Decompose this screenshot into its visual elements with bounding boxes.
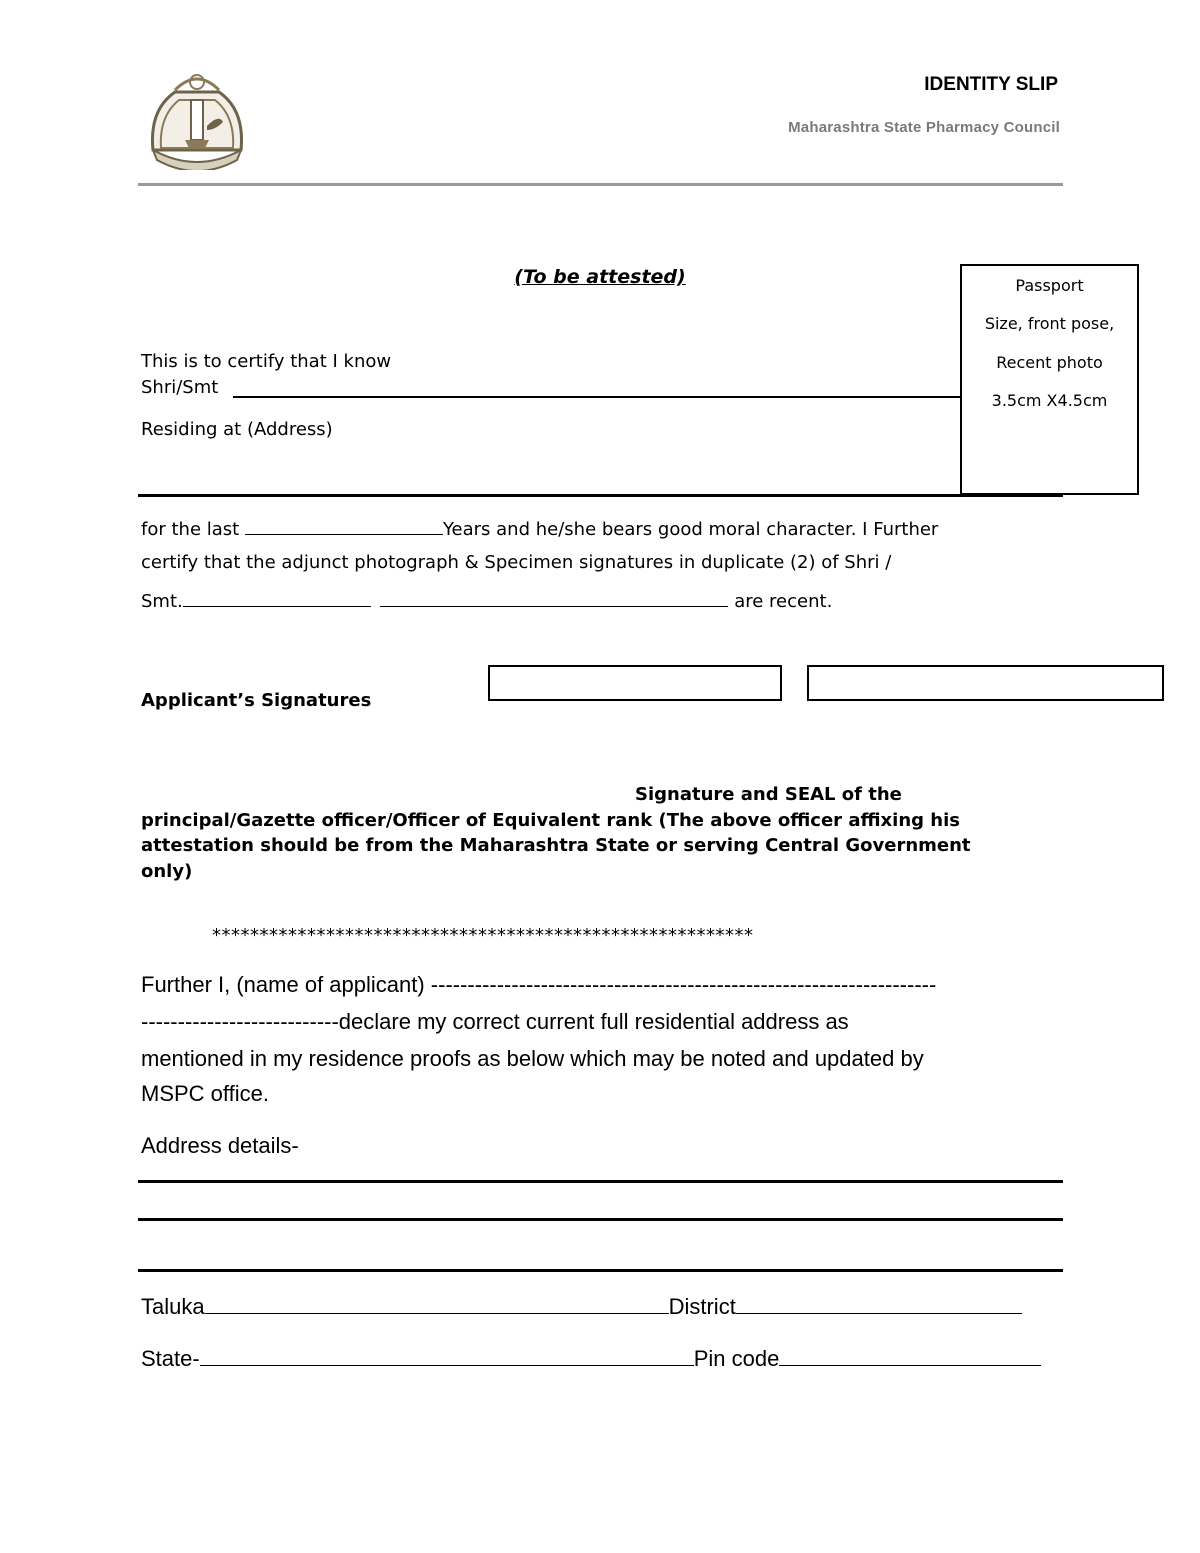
photo-box-line-1: Passport [1015, 276, 1084, 295]
organization-name: Maharashtra State Pharmacy Council [788, 119, 1060, 136]
passport-photo-box [960, 264, 1139, 495]
officer-signature-line-4: only) [141, 861, 193, 882]
address-details-line-3 [138, 1269, 1063, 1272]
district-label: District [668, 1294, 736, 1319]
office-line: MSPC office. [141, 1081, 269, 1106]
state-blank[interactable] [200, 1345, 694, 1366]
signature-box-2[interactable] [807, 665, 1164, 701]
officer-signature-line-1: Signature and SEAL of the [635, 784, 902, 805]
smt-prefix: Smt. [141, 591, 183, 612]
for-the-last-line [141, 516, 938, 540]
attested-heading: (To be attested) [514, 266, 686, 288]
photo-box-line-4: 3.5cm X4.5cm [991, 391, 1108, 410]
photo-box-line-3: Recent photo [996, 353, 1103, 372]
state-label: State- [141, 1346, 200, 1371]
address-details-label: Address details- [141, 1133, 299, 1158]
state-pin-row [141, 1345, 1041, 1372]
name-underline [233, 396, 960, 398]
taluka-blank[interactable] [205, 1293, 669, 1314]
are-recent-text: are recent. [734, 591, 833, 612]
photo-box-line-2: Size, front pose, [984, 314, 1115, 333]
council-emblem [145, 70, 250, 170]
years-blank [245, 516, 443, 535]
for-the-last-label: for the last [141, 519, 240, 540]
taluka-district-row [141, 1293, 1022, 1320]
declare-line: ---------------------------declare my correct current full residential address as [141, 1009, 849, 1034]
years-text: Years and he/she bears good moral character. I Further [442, 519, 939, 540]
officer-signature-line-3: attestation should be from the Maharashtra State or serving Central Government [141, 835, 971, 856]
address-line [138, 494, 1063, 497]
header-divider [138, 183, 1063, 186]
pin-code-label: Pin code [693, 1346, 780, 1371]
smt-line [141, 588, 832, 612]
asterisk-separator: ********************************************************* [212, 925, 754, 946]
certify-photo-line: certify that the adjunct photograph & Specimen signatures in duplicate (2) of Shri / [141, 552, 892, 573]
residing-at-label: Residing at (Address) [141, 419, 333, 440]
officer-signature-line-2: principal/Gazette officer/Officer of Equivalent rank (The above officer affixing his [141, 810, 960, 831]
document-title: IDENTITY SLIP [924, 74, 1058, 95]
applicant-signatures-label: Applicant’s Signatures [141, 690, 372, 711]
taluka-label: Taluka [141, 1294, 205, 1319]
address-details-line-2 [138, 1218, 1063, 1221]
mentioned-line: mentioned in my residence proofs as below which may be noted and updated by [141, 1046, 924, 1071]
certify-line: This is to certify that I know [141, 351, 392, 372]
smt-blank-1 [183, 588, 371, 607]
smt-blank-2 [380, 588, 728, 607]
further-line: Further I, (name of applicant) --------------------------------------------------------------------- [141, 972, 937, 997]
district-blank[interactable] [736, 1293, 1022, 1314]
signature-box-1[interactable] [488, 665, 782, 701]
address-details-line-1 [138, 1180, 1063, 1183]
shri-smt-label: Shri/Smt [141, 377, 219, 398]
pin-code-blank[interactable] [779, 1345, 1041, 1366]
